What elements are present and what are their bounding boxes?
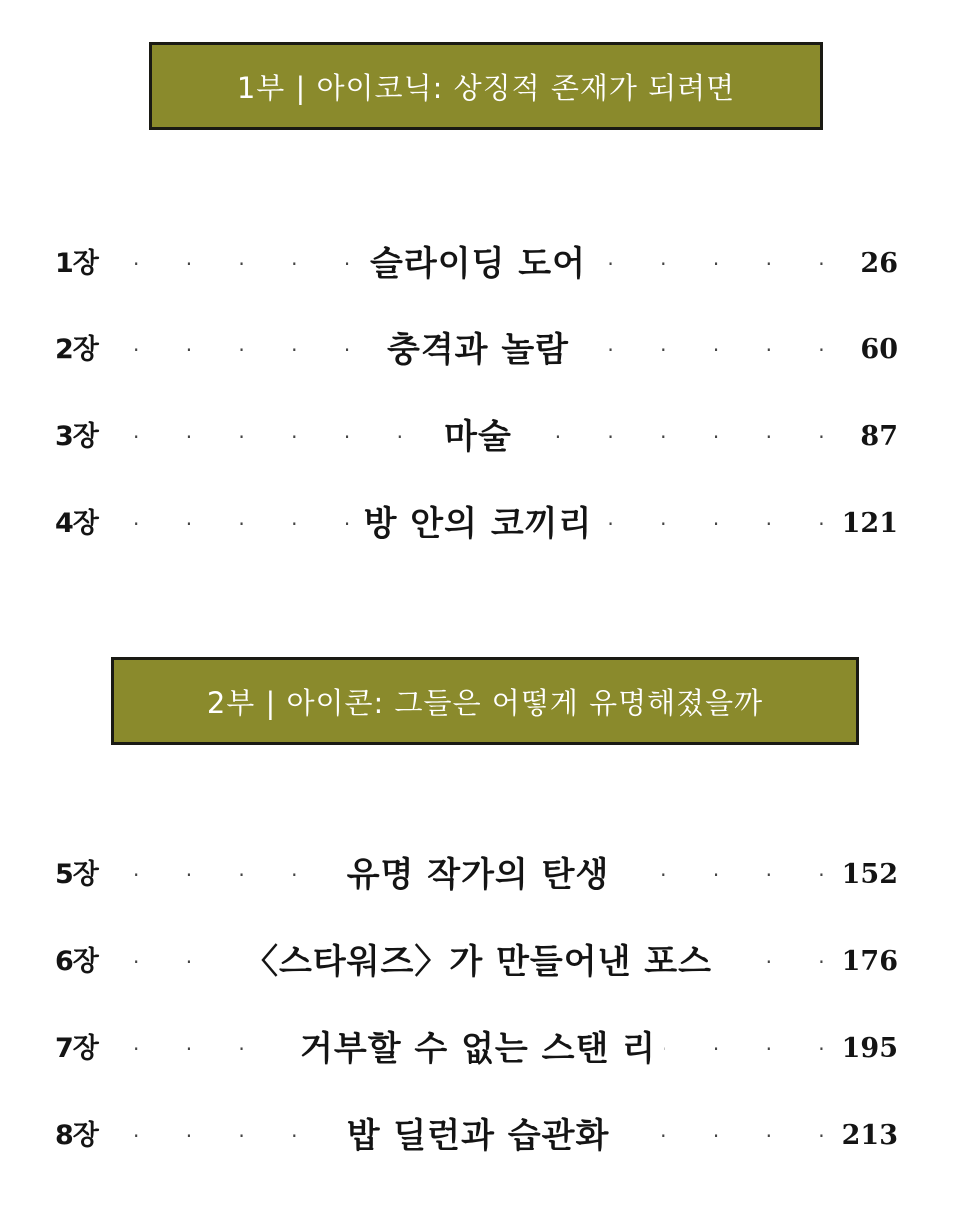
- chapter-number: 3장: [55, 421, 98, 452]
- chapter-number: 6장: [55, 946, 98, 977]
- page-number: 152: [836, 845, 898, 905]
- page-number: 195: [836, 1019, 898, 1079]
- toc-row-chapter-5[interactable]: [0, 845, 956, 905]
- chapter-number: 4장: [55, 508, 98, 539]
- chapter-title: 방 안의 코끼리: [356, 494, 601, 554]
- page-number: 26: [854, 234, 898, 294]
- chapter-title: 유명 작가의 탄생: [339, 845, 618, 905]
- part-2-title: 2부 | 아이콘: 그들은 어떻게 유명해졌을까: [206, 685, 764, 720]
- chapter-number: 8장: [55, 1120, 98, 1151]
- chapter-number: 1장: [55, 248, 98, 279]
- chapter-title: 거부할 수 없는 스탠 리: [292, 1019, 664, 1079]
- toc-row-chapter-8[interactable]: [0, 1106, 956, 1166]
- toc-row-chapter-7[interactable]: [0, 1019, 956, 1079]
- chapter-title: 〈스타워즈〉가 만들어낸 포스: [236, 932, 720, 992]
- chapter-number: 2장: [55, 334, 98, 365]
- chapter-title: 밥 딜런과 습관화: [339, 1106, 618, 1166]
- chapter-number: 5장: [55, 859, 98, 890]
- page-number: 213: [836, 1106, 898, 1166]
- chapter-number: 7장: [55, 1033, 98, 1064]
- page-number: 176: [836, 932, 898, 992]
- chapter-title: 충격과 놀람: [379, 320, 577, 380]
- part-1-title: 1부 | 아이코닉: 상징적 존재가 되려면: [236, 70, 736, 105]
- toc-row-chapter-6[interactable]: [0, 932, 956, 992]
- toc-row-chapter-1[interactable]: [0, 234, 956, 294]
- toc-row-chapter-4[interactable]: [0, 494, 956, 554]
- chapter-title: 슬라이딩 도어: [362, 234, 594, 294]
- toc-row-chapter-2[interactable]: [0, 320, 956, 380]
- page-number: 121: [836, 494, 898, 554]
- page-number: 60: [854, 320, 898, 380]
- toc-row-chapter-3[interactable]: [0, 407, 956, 467]
- part-2-banner: [111, 657, 859, 745]
- page-number: 87: [854, 407, 898, 467]
- chapter-title: 마술: [436, 407, 520, 467]
- part-1-banner: [149, 42, 823, 130]
